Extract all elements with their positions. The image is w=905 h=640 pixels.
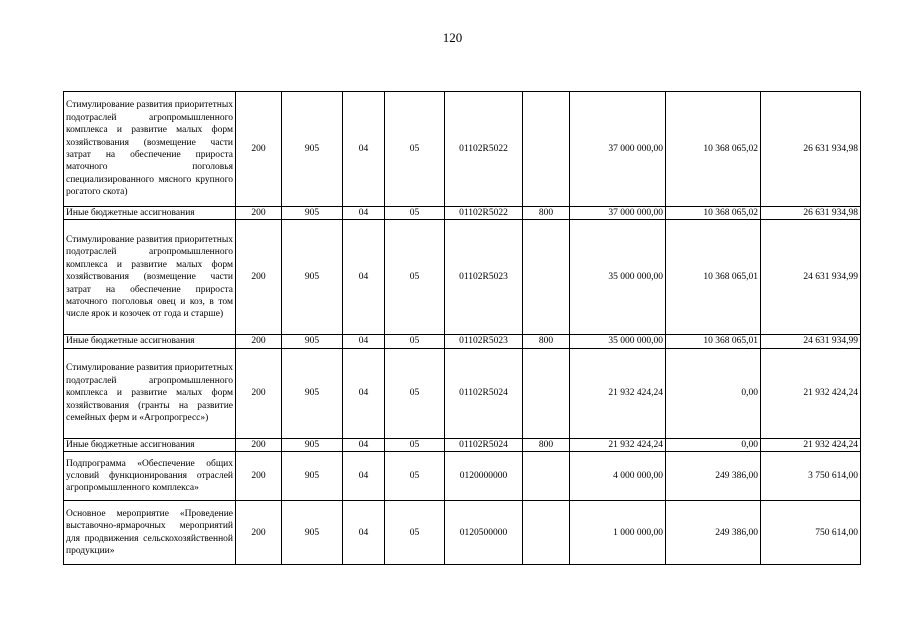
grbs-code-cell: 200 bbox=[236, 452, 282, 501]
subsection-code-cell: 05 bbox=[385, 452, 445, 501]
budget-table bbox=[63, 91, 861, 565]
section-code-cell: 04 bbox=[343, 348, 385, 438]
planned-amount-cell: 21 932 424,24 bbox=[570, 438, 666, 451]
target-article-code-cell: 0120000000 bbox=[445, 452, 523, 501]
executed-amount-cell: 0,00 bbox=[666, 438, 761, 451]
executed-amount-cell: 10 368 065,02 bbox=[666, 92, 761, 207]
planned-amount-cell: 35 000 000,00 bbox=[570, 335, 666, 348]
remaining-amount-cell: 24 631 934,99 bbox=[761, 220, 861, 335]
remaining-amount-cell: 24 631 934,99 bbox=[761, 335, 861, 348]
target-article-code-cell: 01102R5024 bbox=[445, 348, 523, 438]
target-article-code-cell: 0120500000 bbox=[445, 501, 523, 565]
subsection-code-cell: 05 bbox=[385, 207, 445, 220]
row-name-cell: Иные бюджетные ассигнования bbox=[64, 438, 236, 451]
expense-type-code-cell bbox=[523, 452, 570, 501]
row-name-cell: Иные бюджетные ассигнования bbox=[64, 335, 236, 348]
subsection-code-cell: 05 bbox=[385, 348, 445, 438]
table-row bbox=[64, 501, 861, 565]
table-row bbox=[64, 335, 861, 348]
executed-amount-cell: 10 368 065,01 bbox=[666, 335, 761, 348]
subsection-code-cell: 05 bbox=[385, 335, 445, 348]
table-row bbox=[64, 92, 861, 207]
section-code-cell: 04 bbox=[343, 438, 385, 451]
target-article-code-cell: 01102R5023 bbox=[445, 220, 523, 335]
row-name-cell: Стимулирование развития приоритетных подотраслей агропромышленного комплекса и развитие малых форм хозяйствования (возмещение части затрат на обеспечение прироста маточного поголовья овец и коз, в том числе ярок и козочек от года и старше) bbox=[64, 220, 236, 335]
target-article-code-cell: 01102R5022 bbox=[445, 92, 523, 207]
section-code-cell: 04 bbox=[343, 92, 385, 207]
executed-amount-cell: 249 386,00 bbox=[666, 501, 761, 565]
executed-amount-cell: 10 368 065,01 bbox=[666, 220, 761, 335]
planned-amount-cell: 1 000 000,00 bbox=[570, 501, 666, 565]
expense-type-code-cell: 800 bbox=[523, 335, 570, 348]
planned-amount-cell: 35 000 000,00 bbox=[570, 220, 666, 335]
table-row bbox=[64, 207, 861, 220]
grbs-code-cell: 200 bbox=[236, 438, 282, 451]
subsection-code-cell: 05 bbox=[385, 438, 445, 451]
remaining-amount-cell: 26 631 934,98 bbox=[761, 207, 861, 220]
expense-type-code-cell bbox=[523, 501, 570, 565]
target-article-code-cell: 01102R5023 bbox=[445, 335, 523, 348]
department-code-cell: 905 bbox=[282, 207, 343, 220]
executed-amount-cell: 0,00 bbox=[666, 348, 761, 438]
table-row bbox=[64, 348, 861, 438]
section-code-cell: 04 bbox=[343, 501, 385, 565]
department-code-cell: 905 bbox=[282, 348, 343, 438]
target-article-code-cell: 01102R5022 bbox=[445, 207, 523, 220]
department-code-cell: 905 bbox=[282, 438, 343, 451]
executed-amount-cell: 249 386,00 bbox=[666, 452, 761, 501]
table-row bbox=[64, 438, 861, 451]
grbs-code-cell: 200 bbox=[236, 207, 282, 220]
row-name-cell: Основное мероприятие «Проведение выставочно-ярмарочных мероприятий для продвижения сельскохозяйственной продукции» bbox=[64, 501, 236, 565]
grbs-code-cell: 200 bbox=[236, 348, 282, 438]
expense-type-code-cell bbox=[523, 348, 570, 438]
table-row bbox=[64, 452, 861, 501]
expense-type-code-cell bbox=[523, 92, 570, 207]
department-code-cell: 905 bbox=[282, 335, 343, 348]
executed-amount-cell: 10 368 065,02 bbox=[666, 207, 761, 220]
department-code-cell: 905 bbox=[282, 452, 343, 501]
page-number: 120 bbox=[442, 30, 463, 45]
subsection-code-cell: 05 bbox=[385, 92, 445, 207]
department-code-cell: 905 bbox=[282, 220, 343, 335]
grbs-code-cell: 200 bbox=[236, 92, 282, 207]
grbs-code-cell: 200 bbox=[236, 220, 282, 335]
section-code-cell: 04 bbox=[343, 452, 385, 501]
planned-amount-cell: 37 000 000,00 bbox=[570, 207, 666, 220]
table-row bbox=[64, 220, 861, 335]
remaining-amount-cell: 21 932 424,24 bbox=[761, 348, 861, 438]
row-name-cell: Стимулирование развития приоритетных подотраслей агропромышленного комплекса и развитие малых форм хозяйствования (возмещение части затрат на обеспечение прироста маточного поголовья специализированного мясного крупного рогатого скота) bbox=[64, 92, 236, 207]
section-code-cell: 04 bbox=[343, 335, 385, 348]
section-code-cell: 04 bbox=[343, 220, 385, 335]
remaining-amount-cell: 26 631 934,98 bbox=[761, 92, 861, 207]
remaining-amount-cell: 3 750 614,00 bbox=[761, 452, 861, 501]
expense-type-code-cell: 800 bbox=[523, 438, 570, 451]
expense-type-code-cell bbox=[523, 220, 570, 335]
target-article-code-cell: 01102R5024 bbox=[445, 438, 523, 451]
department-code-cell: 905 bbox=[282, 92, 343, 207]
planned-amount-cell: 21 932 424,24 bbox=[570, 348, 666, 438]
department-code-cell: 905 bbox=[282, 501, 343, 565]
expense-type-code-cell: 800 bbox=[523, 207, 570, 220]
planned-amount-cell: 4 000 000,00 bbox=[570, 452, 666, 501]
section-code-cell: 04 bbox=[343, 207, 385, 220]
remaining-amount-cell: 750 614,00 bbox=[761, 501, 861, 565]
row-name-cell: Стимулирование развития приоритетных подотраслей агропромышленного комплекса и развитие малых форм хозяйствования (гранты на развитие семейных ферм и «Агропрогресс») bbox=[64, 348, 236, 438]
grbs-code-cell: 200 bbox=[236, 501, 282, 565]
table-body bbox=[64, 92, 861, 565]
planned-amount-cell: 37 000 000,00 bbox=[570, 92, 666, 207]
grbs-code-cell: 200 bbox=[236, 335, 282, 348]
row-name-cell: Подпрограмма «Обеспечение общих условий функционирования отраслей агропромышленного комплекса» bbox=[64, 452, 236, 501]
subsection-code-cell: 05 bbox=[385, 220, 445, 335]
remaining-amount-cell: 21 932 424,24 bbox=[761, 438, 861, 451]
row-name-cell: Иные бюджетные ассигнования bbox=[64, 207, 236, 220]
subsection-code-cell: 05 bbox=[385, 501, 445, 565]
